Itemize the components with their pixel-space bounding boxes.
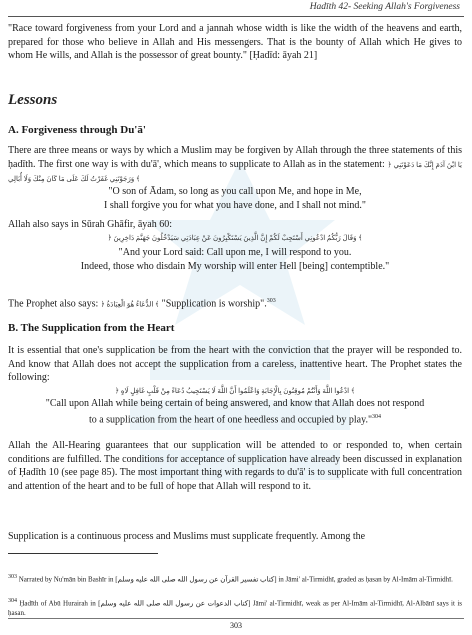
section-a-p1-arabic: ﴿ يَا ابْنَ آدَمَ إِنَّكَ مَا دَعَوْتَنِي وَرَجَوْتَنِي غَفَرْتُ لَكَ عَلَى مَا كَانَ مِنْكَ وَلَا أُبَالِي ﴾ bbox=[8, 160, 463, 183]
section-a-paragraph-2 bbox=[8, 218, 462, 245]
section-a-p1-text: There are three means or ways by which a Muslim may be forgiven by Allah through the three statements of this ḥadīth. The first one way is with du'ā', which means to supplicate to Allah as in the statement: bbox=[8, 145, 462, 170]
quote-2-line-1: "And your Lord said: Call upon me, I will respond to you. bbox=[118, 247, 352, 258]
intro-quote-block bbox=[8, 22, 462, 63]
section-a-p2-text: Allah also says in Sūrah Ghāfir, āyah 60: bbox=[8, 219, 173, 230]
footnote-304 bbox=[8, 597, 462, 618]
section-a-quote-2 bbox=[8, 246, 462, 273]
section-a-paragraph-1 bbox=[8, 144, 462, 187]
section-a-p3-quote: "Supplication is worship". bbox=[161, 298, 267, 310]
footnote-ref-303[interactable]: 303 bbox=[266, 298, 276, 304]
intro-reference: [Ḥadīd: āyah 21] bbox=[249, 50, 318, 61]
section-b-paragraph-1 bbox=[8, 344, 462, 398]
footnote-ref-304[interactable]: 304 bbox=[372, 413, 382, 420]
quote-1-line-2: I shall forgive you for what you have done, and I shall not mind." bbox=[104, 199, 366, 211]
section-b-p1-arabic: ﴿ ادْعُوا اللَّهَ وَأَنْتُمْ مُوقِنُونَ بِالْإِجَابَةِ وَاعْلَمُوا أَنَّ اللَّهَ لَا يَسْتَجِيبُ دُعَاءً مِنْ قَلْبٍ غَافِلٍ لَاهٍ ﴾ bbox=[115, 386, 355, 395]
section-b-quote bbox=[8, 397, 462, 426]
footnote-303-text: Narrated by Nu'mān bin Bashīr in [كتاب تفسير القرآن عن رسول الله صلى الله عليه وسلم] in Jāmi' al-Tirmidhī, graded as ḥasan by Al-Imām al-Tirmidhī. bbox=[18, 575, 453, 584]
footer-divider bbox=[8, 618, 464, 619]
quote-3-line-1: "Call upon Allah while being certain of being answered, and know that Allah does not respond bbox=[45, 398, 425, 409]
section-b-paragraph-2: Allah the All-Hearing guarantees that our supplication will be attended to or responded to, when certain conditions are fulfilled. The conditions for acceptance of supplication have already been discussed in explanation of Ḥadīth 10 (see page 85). The most important thing with regards to du'ā' is to supplicate with full concentration and attention of the heart and to be full of hope that Allah will respond to it. bbox=[8, 440, 462, 492]
section-a-p2-arabic: ﴿ وَقَالَ رَبُّكُمُ ادْعُونِي أَسْتَجِبْ لَكُمْ إِنَّ الَّذِينَ يَسْتَكْبِرُونَ عَنْ عِبَادَتِي سَيَدْخُلُونَ جَهَنَّمَ دَاخِرِينَ ﴾ bbox=[107, 233, 363, 242]
section-a-p3-arabic: ﴿ الدُّعَاءُ هُوَ الْعِبَادَةُ ﴾ bbox=[100, 300, 160, 309]
intro-quote: "Race toward forgiveness from your Lord and a jannah whose width is like the width of the heavens and earth, prepared for those who believe in Allah and His messengers. That is the bounty of Allah which He gives to whom He wills, and Allah is the possessor of great bounty." bbox=[8, 23, 462, 61]
footnote-304-text: Ḥadīth of Abū Hurairah in [كتاب الدعوات عن رسول الله صلى الله عليه وسلم] Jāmi' al-Tirmidhī, weak as per Al-Imām al-Tirmidhī, Al-Albānī says it is ḥasan. bbox=[8, 599, 462, 617]
section-b-heading: B. The Supplication from the Heart bbox=[8, 322, 175, 334]
section-a-p3-lead: The Prophet also says: bbox=[8, 298, 99, 310]
section-a-heading: A. Forgiveness through Du'ā' bbox=[8, 124, 146, 136]
footnote-303-number: 303 bbox=[8, 574, 17, 580]
quote-3-line-2: to a supplication from the heart of one heedless and occupied by play." bbox=[88, 413, 373, 425]
quote-1-line-1: "O son of Ādam, so long as you call upon Me, and hope in Me, bbox=[108, 186, 362, 197]
section-a-quote-1 bbox=[8, 185, 462, 212]
footnote-303 bbox=[8, 573, 462, 585]
page-number: 303 bbox=[230, 621, 242, 630]
lessons-heading: Lessons bbox=[8, 92, 58, 108]
running-header: Hadīth 42- Seeking Allah's Forgiveness bbox=[309, 2, 460, 12]
quote-2-line-2: Indeed, those who disdain My worship will enter Hell [being] contemptible." bbox=[80, 260, 390, 272]
header-divider bbox=[8, 16, 464, 17]
section-b-p1-text: It is essential that one's supplication be from the heart with the conviction that the prayer will be responded to. And know that Allah does not accept the supplication from a careless, inattentive heart. The Prophet states the following: bbox=[8, 345, 462, 383]
footnote-304-number: 304 bbox=[8, 598, 17, 604]
section-b-paragraph-3: Supplication is a continuous process and Muslims must supplicate frequently. Among the bbox=[8, 531, 366, 542]
section-a-paragraph-3 bbox=[8, 295, 462, 312]
footnote-divider bbox=[8, 553, 158, 554]
